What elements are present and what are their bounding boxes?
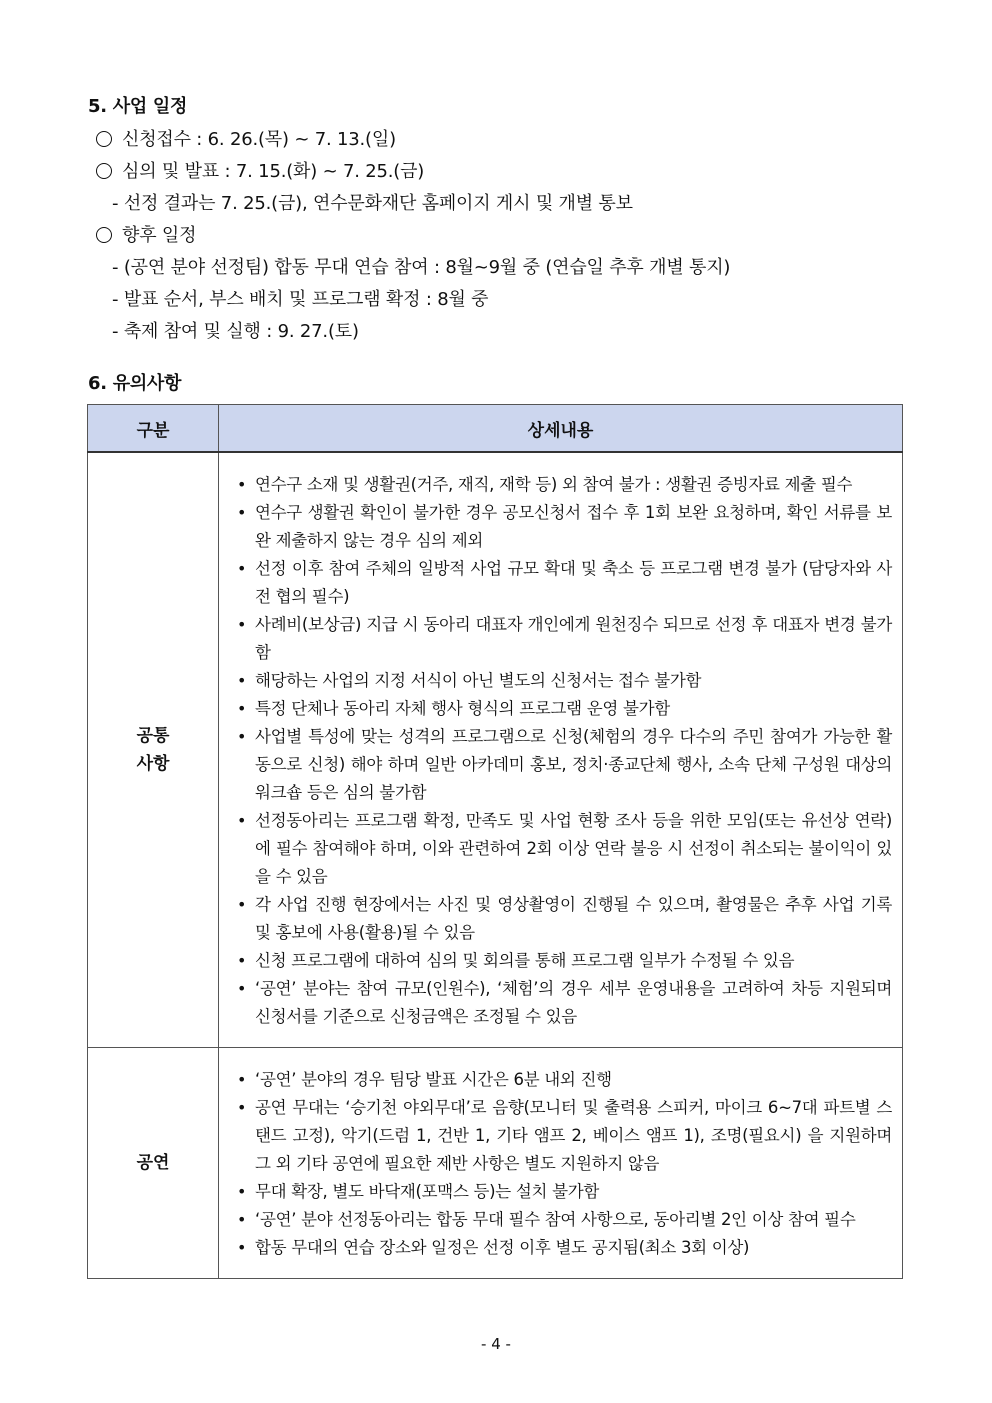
category-performance	[88, 1048, 219, 1279]
list-item: • 선정동아리는 프로그램 확정, 만족도 및 사업 현황 조사 등을 위한 모임(또는 유선상 연락)에 필수 참여해야 하며, 이와 관련하여 2회 이상 연락 불응 시 선정이 취소되는 불이익이 있을 수 있음	[233, 807, 892, 891]
category-performance-label: 공연	[136, 1153, 170, 1173]
schedule-line-rehearsal: - (공연 분야 선정팀) 합동 무대 연습 참여 : 8월~9월 중 (연습일 추후 개별 통지)	[112, 257, 731, 278]
list-item: • 신청 프로그램에 대하여 심의 및 회의를 통해 프로그램 일부가 수정될 수 있음	[233, 947, 892, 975]
list-item: • 무대 확장, 별도 바닥재(포맥스 등)는 설치 불가함	[233, 1178, 892, 1206]
schedule-line-application: 신청접수 : 6. 26.(목) ~ 7. 13.(일)	[96, 125, 396, 151]
schedule-line-result-notice: - 선정 결과는 7. 25.(금), 연수문화재단 홈페이지 게시 및 개별 통보	[112, 193, 633, 214]
list-item: • 사례비(보상금) 지급 시 동아리 대표자 개인에게 원천징수 되므로 선정 후 대표자 변경 불가함	[233, 611, 892, 667]
page-number: - 4 -	[481, 1335, 511, 1353]
category-common	[88, 452, 219, 1048]
circle-bullet-icon	[96, 163, 112, 179]
header-details: 상세내용	[219, 405, 903, 453]
list-item: • 공연 무대는 ‘승기천 야외무대’로 음향(모니터 및 출력용 스피커, 마이크 6~7대 파트별 스탠드 고정), 악기(드럼 1, 건반 1, 기타 앰프 2, 베이스 앰프 1), 조명(필요시) 을 지원하며 그 외 기타 공연에 필요한 제반 사항은 별도 지원하지 않음	[233, 1094, 892, 1178]
dash-bullet: -	[112, 193, 124, 214]
list-item: • 해당하는 사업의 지정 서식이 아닌 별도의 신청서는 접수 불가함	[233, 667, 892, 695]
schedule-line-program-confirm: - 발표 순서, 부스 배치 및 프로그램 확정 : 8월 중	[112, 289, 489, 310]
list-item: • 합동 무대의 연습 장소와 일정은 선정 이후 별도 공지됨(최소 3회 이상)	[233, 1234, 892, 1262]
details-performance	[219, 1048, 903, 1279]
section-6-title: 6. 유의사항	[88, 373, 182, 394]
dash-bullet: -	[112, 321, 124, 342]
list-item: • 특정 단체나 동아리 자체 행사 형식의 프로그램 운영 불가함	[233, 695, 892, 723]
common-items-list	[233, 471, 892, 1031]
circle-bullet-icon	[96, 131, 112, 147]
table-row-performance	[88, 1048, 903, 1279]
schedule-line-festival: - 축제 참여 및 실행 : 9. 27.(토)	[112, 321, 359, 342]
category-label-line: 공통	[136, 726, 170, 746]
table-header-row	[88, 405, 903, 453]
performance-items-list	[233, 1066, 892, 1262]
details-common	[219, 452, 903, 1048]
list-item: • 선정 이후 참여 주체의 일방적 사업 규모 확대 및 축소 등 프로그램 변경 불가 (담당자와 사전 협의 필수)	[233, 555, 892, 611]
notes-table	[87, 404, 903, 1279]
category-label-line: 사항	[136, 754, 170, 774]
list-item: • 사업별 특성에 맞는 성격의 프로그램으로 신청(체험의 경우 다수의 주민 참여가 가능한 활동으로 신청) 해야 하며 일반 아카데미 홍보, 정치·종교단체 행사, 소속 단체 구성원 대상의 워크숍 등은 심의 불가함	[233, 723, 892, 807]
schedule-line-review: 심의 및 발표 : 7. 15.(화) ~ 7. 25.(금)	[96, 157, 424, 183]
schedule-line-future: 향후 일정	[96, 221, 196, 247]
section-5-title: 5. 사업 일정	[88, 96, 188, 117]
list-item: • 연수구 소재 및 생활권(거주, 재직, 재학 등) 외 참여 불가 : 생활권 증빙자료 제출 필수	[233, 471, 892, 499]
list-item: • ‘공연’ 분야의 경우 팀당 발표 시간은 6분 내외 진행	[233, 1066, 892, 1094]
dash-bullet: -	[112, 257, 124, 278]
list-item: • ‘공연’ 분야 선정동아리는 합동 무대 필수 참여 사항으로, 동아리별 2인 이상 참여 필수	[233, 1206, 892, 1234]
dash-bullet: -	[112, 289, 124, 310]
list-item: • 연수구 생활권 확인이 불가한 경우 공모신청서 접수 후 1회 보완 요청하며, 확인 서류를 보완 제출하지 않는 경우 심의 제외	[233, 499, 892, 555]
category-common-label	[137, 726, 170, 774]
table-row-common	[88, 452, 903, 1048]
circle-bullet-icon	[96, 227, 112, 243]
list-item: • 각 사업 진행 현장에서는 사진 및 영상촬영이 진행될 수 있으며, 촬영물은 추후 사업 기록 및 홍보에 사용(활용)될 수 있음	[233, 891, 892, 947]
header-category: 구분	[88, 405, 219, 453]
list-item: • ‘공연’ 분야는 참여 규모(인원수), ‘체험’의 경우 세부 운영내용을 고려하여 차등 지원되며 신청서를 기준으로 신청금액은 조정될 수 있음	[233, 975, 892, 1031]
